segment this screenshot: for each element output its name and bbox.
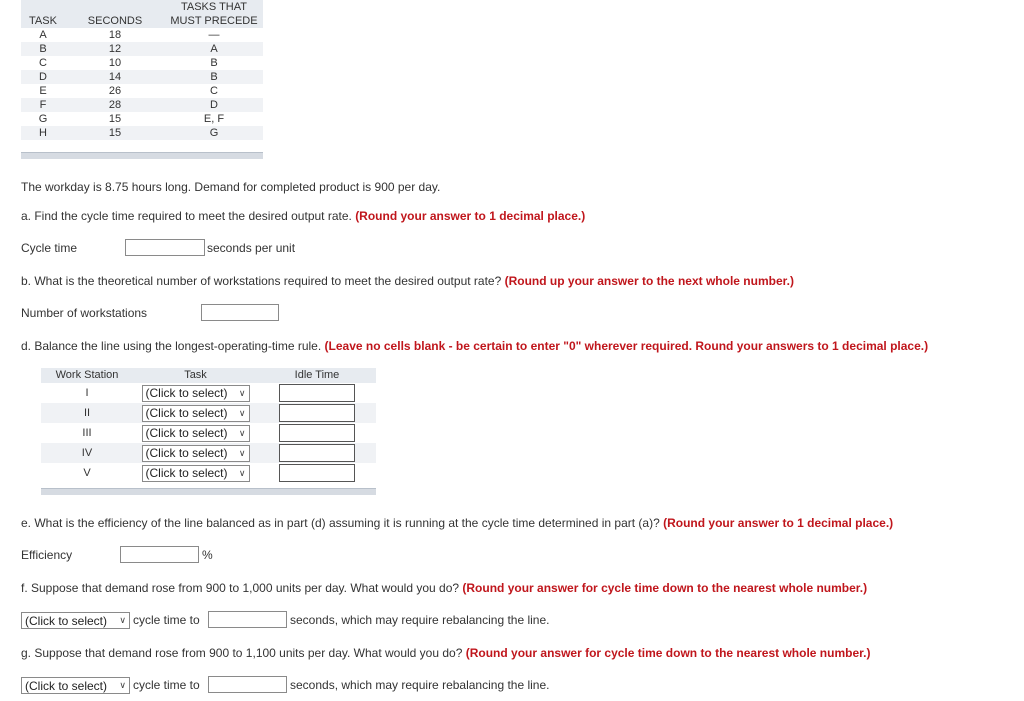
part-g-tail-text: seconds, which may require rebalancing the line.	[290, 678, 550, 692]
part-e-question-text: e. What is the efficiency of the line balanced as in part (d) assuming it is running at the cycle time determined in part (a)?	[21, 516, 660, 530]
seconds-cell: 28	[108, 99, 122, 111]
idle-time-input-v[interactable]	[279, 464, 355, 482]
precede-cell: D	[210, 99, 218, 111]
task-cell: C	[39, 57, 47, 69]
cycle-time-label: Cycle time	[21, 241, 78, 255]
part-d-note: (Leave no cells blank - be certain to enter "0" wherever required. Round your answers to 1 decimal place.)	[324, 339, 929, 353]
line-balance-table	[41, 368, 376, 483]
table-footer-bar	[21, 152, 263, 159]
task-select-label: (Click to select)	[145, 446, 228, 460]
header-must-precede	[165, 0, 263, 28]
header-work-station: Work Station	[41, 368, 133, 383]
task-select-label: (Click to select)	[145, 466, 228, 480]
idle-time-input-iii[interactable]	[279, 424, 355, 442]
seconds-cell: 10	[108, 57, 122, 69]
seconds-cell: 14	[108, 71, 122, 83]
precede-cell: G	[209, 127, 219, 139]
table-row	[41, 423, 376, 443]
intro-text: The workday is 8.75 hours long. Demand for completed product is 900 per day.	[21, 180, 441, 194]
precede-cell: B	[210, 71, 218, 83]
efficiency-input[interactable]	[120, 546, 199, 563]
chevron-down-icon: ∨	[238, 447, 246, 458]
part-d-question-text: d. Balance the line using the longest-operating-time rule.	[21, 339, 322, 353]
task-select-label: (Click to select)	[145, 386, 228, 400]
workstations-label: Number of workstations	[21, 306, 148, 320]
part-f-question	[21, 581, 867, 595]
station-cell: IV	[81, 447, 93, 459]
task-table-header	[21, 0, 263, 28]
action-select-label: (Click to select)	[25, 678, 108, 693]
header-seconds: SECONDS	[87, 15, 143, 27]
seconds-cell: 12	[108, 43, 122, 55]
table-row	[21, 56, 263, 70]
balance-table-header	[41, 368, 376, 383]
table-row	[41, 463, 376, 483]
table-row	[21, 70, 263, 84]
seconds-cell: 18	[108, 29, 122, 41]
idle-cell	[258, 463, 376, 483]
task-precedence-table	[21, 0, 263, 140]
table-row	[21, 126, 263, 140]
part-a-question-text: a. Find the cycle time required to meet the desired output rate.	[21, 209, 352, 223]
idle-cell	[258, 443, 376, 463]
part-f-mid-text: cycle time to	[133, 613, 200, 627]
station-cell: V	[83, 467, 91, 479]
table-row	[21, 112, 263, 126]
seconds-cell: 15	[108, 113, 122, 125]
part-e-question	[21, 516, 893, 530]
workstations-input[interactable]	[201, 304, 279, 321]
table-row	[21, 84, 263, 98]
chevron-down-icon: ∨	[119, 680, 126, 690]
idle-cell	[258, 383, 376, 403]
station-cell: II	[83, 407, 91, 419]
table-row	[21, 28, 263, 42]
part-a-note: (Round your answer to 1 decimal place.)	[355, 209, 586, 223]
header-must-precede-line2: MUST PRECEDE	[170, 15, 258, 27]
action-select-label: (Click to select)	[25, 613, 108, 628]
cycle-time-input[interactable]	[125, 239, 205, 256]
idle-time-input-i[interactable]	[279, 384, 355, 402]
task-cell: B	[39, 43, 47, 55]
action-select-f[interactable]	[21, 612, 130, 629]
seconds-cell: 15	[108, 127, 122, 139]
part-e-note: (Round your answer to 1 decimal place.)	[663, 516, 894, 530]
cycle-time-g-input[interactable]	[208, 676, 287, 693]
table-row	[41, 383, 376, 403]
station-cell: I	[85, 387, 89, 399]
chevron-down-icon: ∨	[238, 387, 246, 398]
task-cell: F	[39, 99, 47, 111]
task-select-label: (Click to select)	[145, 426, 228, 440]
precede-cell: B	[210, 57, 218, 69]
task-cell: D	[39, 71, 47, 83]
table-row	[21, 42, 263, 56]
header-task: Task	[133, 368, 258, 383]
precede-cell: C	[210, 85, 218, 97]
idle-cell	[258, 403, 376, 423]
header-task: TASK	[29, 15, 57, 27]
chevron-down-icon: ∨	[238, 427, 246, 438]
idle-time-input-iv[interactable]	[279, 444, 355, 462]
part-f-note: (Round your answer for cycle time down to the nearest whole number.)	[462, 581, 868, 595]
idle-time-input-ii[interactable]	[279, 404, 355, 422]
task-select-iii[interactable]	[142, 425, 250, 442]
part-b-question-text: b. What is the theoretical number of workstations required to meet the desired output rate?	[21, 274, 502, 288]
chevron-down-icon: ∨	[238, 467, 246, 478]
part-d-question	[21, 339, 928, 353]
part-g-question	[21, 646, 870, 660]
task-select-cell	[133, 383, 258, 403]
task-select-cell	[133, 403, 258, 423]
station-cell: III	[82, 427, 92, 439]
balance-table-footer-bar	[41, 488, 376, 495]
task-cell: H	[39, 127, 47, 139]
part-b-question	[21, 274, 794, 288]
task-select-iv[interactable]	[142, 445, 250, 462]
cycle-time-unit: seconds per unit	[207, 241, 296, 255]
header-must-precede-line1: TASKS THAT	[180, 1, 247, 13]
task-select-ii[interactable]	[142, 405, 250, 422]
part-g-question-text: g. Suppose that demand rose from 900 to 1,100 units per day. What would you do?	[21, 646, 463, 660]
task-select-v[interactable]	[142, 465, 250, 482]
task-select-cell	[133, 443, 258, 463]
cycle-time-f-input[interactable]	[208, 611, 287, 628]
efficiency-unit: %	[202, 548, 213, 562]
part-f-question-text: f. Suppose that demand rose from 900 to 1,000 units per day. What would you do?	[21, 581, 460, 595]
action-select-g[interactable]	[21, 677, 130, 694]
part-a-question	[21, 209, 585, 223]
precede-cell: —	[208, 29, 220, 41]
table-row	[21, 98, 263, 112]
task-select-cell	[133, 423, 258, 443]
efficiency-label: Efficiency	[21, 548, 73, 562]
part-g-note: (Round your answer for cycle time down to the nearest whole number.)	[465, 646, 871, 660]
part-f-tail-text: seconds, which may require rebalancing the line.	[290, 613, 550, 627]
task-cell: A	[39, 29, 47, 41]
chevron-down-icon: ∨	[238, 407, 246, 418]
task-cell: E	[39, 85, 47, 97]
table-row	[41, 443, 376, 463]
task-select-cell	[133, 463, 258, 483]
table-row	[41, 403, 376, 423]
header-idle-time: Idle Time	[258, 368, 376, 383]
task-cell: G	[38, 113, 48, 125]
task-select-i[interactable]	[142, 385, 250, 402]
chevron-down-icon: ∨	[119, 615, 126, 625]
part-b-note: (Round up your answer to the next whole number.)	[504, 274, 794, 288]
task-select-label: (Click to select)	[145, 406, 228, 420]
seconds-cell: 26	[108, 85, 122, 97]
precede-cell: A	[210, 43, 218, 55]
part-g-mid-text: cycle time to	[133, 678, 200, 692]
idle-cell	[258, 423, 376, 443]
precede-cell: E, F	[203, 113, 225, 125]
